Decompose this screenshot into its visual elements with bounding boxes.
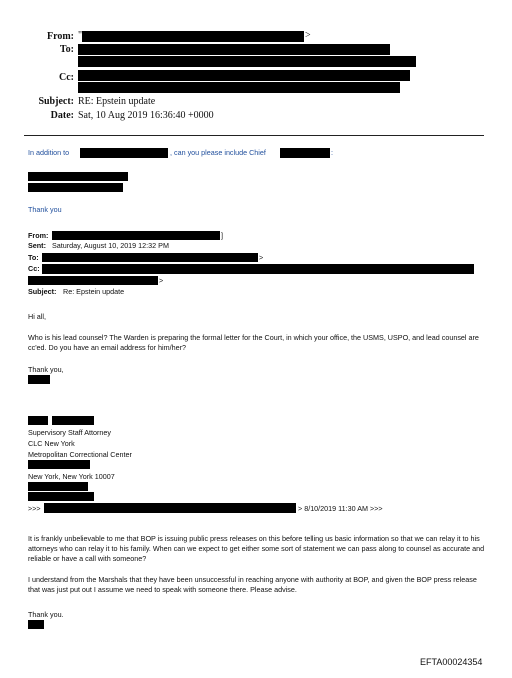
quoted-sent-value: Saturday, August 10, 2019 12:32 PM bbox=[52, 241, 169, 250]
quoted-from-label: From: bbox=[28, 231, 49, 240]
quote-prefix: >>> bbox=[28, 504, 41, 513]
redaction-block bbox=[28, 276, 158, 285]
redaction-block bbox=[28, 183, 123, 192]
body-paragraph: Who is his lead counsel? The Warden is preparing the formal letter for the Court, in which your office, the USMS, USPO, and lead counsel are cc'ed. Do you have an email address for him/her? bbox=[28, 333, 479, 352]
quoted-cc-close: > bbox=[159, 276, 164, 285]
date-label: Date: bbox=[50, 110, 74, 121]
redaction-block bbox=[52, 416, 94, 425]
thanks-line: Thank you. bbox=[28, 610, 64, 619]
quoted-to-close: > bbox=[259, 253, 264, 262]
quoted-cc-label: Cc: bbox=[28, 264, 40, 273]
redaction-block bbox=[42, 264, 474, 274]
redaction-block bbox=[78, 44, 390, 55]
subject-value: RE: Epstein update bbox=[78, 96, 156, 107]
redaction-block bbox=[52, 231, 220, 240]
reply-thanks: Thank you bbox=[28, 205, 62, 214]
redaction-block bbox=[28, 482, 88, 491]
from-label: From: bbox=[46, 31, 74, 42]
quoted-sent-label: Sent: bbox=[28, 241, 46, 250]
reply-text-part1: In addition to bbox=[28, 148, 70, 157]
from-close: > bbox=[305, 30, 311, 41]
redaction-block bbox=[80, 148, 168, 158]
reply-text-end: : bbox=[331, 148, 333, 157]
redaction-block bbox=[28, 375, 50, 384]
redaction-block bbox=[280, 148, 330, 158]
redaction-block bbox=[78, 82, 400, 93]
redaction-block bbox=[78, 56, 416, 67]
redaction-block bbox=[28, 460, 90, 469]
quoted-to-label: To: bbox=[28, 253, 39, 262]
quoted-subject-label: Subject: bbox=[28, 287, 57, 296]
cc-label: Cc: bbox=[59, 72, 74, 83]
quoted-subject-value: Re: Epstein update bbox=[63, 287, 125, 296]
quoted-from-close: ] bbox=[221, 231, 223, 240]
reply-text-part2: , can you please include Chief bbox=[170, 148, 266, 157]
redaction-block bbox=[28, 172, 128, 181]
redaction-block bbox=[28, 492, 94, 501]
quote-date: > 8/10/2019 11:30 AM >>> bbox=[298, 504, 383, 513]
document-id: EFTA00024354 bbox=[420, 657, 483, 667]
redaction-block bbox=[44, 503, 296, 513]
signature-facility: Metropolitan Correctional Center bbox=[28, 450, 132, 459]
signature-org: CLC New York bbox=[28, 439, 75, 448]
redaction-block bbox=[28, 416, 48, 425]
header-divider bbox=[24, 135, 484, 136]
body-paragraph: It is frankly unbelievable to me that BOP is issuing public press releases on this before telling us basic information so that we can relay it to his attorneys who can relay it to his family. When can we expect to get either some sort of statement we can pass along to counsel as accurate and reliable or have a call with someone? bbox=[28, 534, 485, 563]
greeting: Hi all, bbox=[28, 312, 46, 321]
from-open-quote: " bbox=[78, 30, 83, 41]
to-label: To: bbox=[59, 44, 74, 55]
signature-title: Supervisory Staff Attorney bbox=[28, 428, 111, 437]
redaction-block bbox=[28, 620, 44, 629]
redaction-block bbox=[78, 70, 410, 81]
thanks-line: Thank you, bbox=[28, 365, 64, 374]
signature-city: New York, New York 10007 bbox=[28, 472, 115, 481]
redaction-block bbox=[42, 253, 258, 262]
date-value: Sat, 10 Aug 2019 16:36:40 +0000 bbox=[78, 110, 214, 121]
redaction-block bbox=[82, 31, 304, 42]
body-paragraph: I understand from the Marshals that they have been unsuccessful in reaching anyone with authority at BOP, and given the BOP press release that was just put out I assume we need to speak with someone there. Please advise. bbox=[28, 575, 477, 594]
subject-label: Subject: bbox=[38, 96, 74, 107]
